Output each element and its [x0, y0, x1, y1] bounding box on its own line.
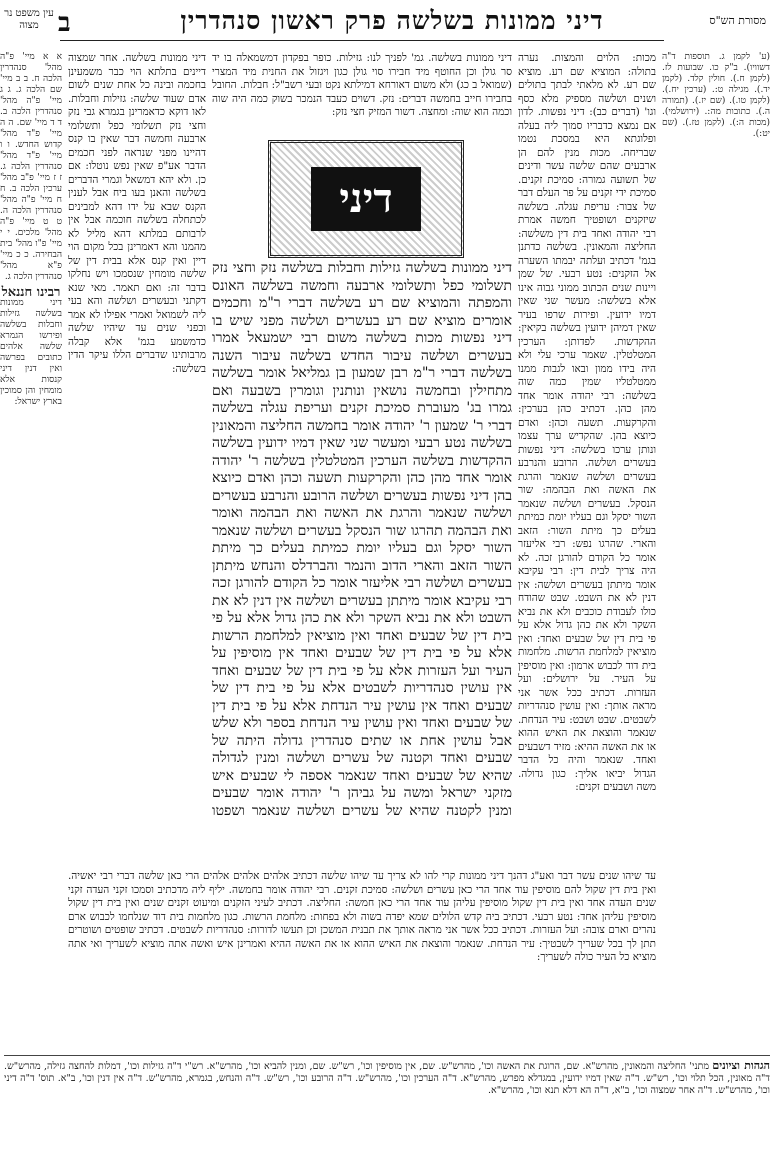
rashi-text: מכות: הלוים והמצות. נערה בתולה: המוציא שם רע. מוציא שם רע. לא מלאתי לבתך בתולים ושנים ושלשה מספיק מלא כסף וגו' (דברים כב): דיני נפשות. לדון אם נמצא כדבריו סמוך ליה בעלה ופלוגתא היא במסכת נטמו שבריחה. מכות מנין להם הן ארבעים שהם שלשה עשר ודינים של תשועה גמורה: סמיכת זקנים. סמיכת ידי זקנים על פר העלם דבר של צבור: עריפת עגלה. בשלשה שיזקנים ושופטיך חמשה אמרת רבי יהודה ואחד בית דין משלשה: החליצה והמאונין. בשלשה כדתנן בגמ' דכתיב ועלתה יבמתו השערה אל הזקנים: נטע רבעי. של שמן ויינות שנים הכתוב ממוני גבוה אינו אלא בשלשה: מעשר שני שאין דמיו ידועין. ופירות שרפו בעיר שאין דמיהן ידועין בשלשה בקיאין: ההקדשות. לפדותן: הערכין המטלטלין. שאמר ערכי עלי ולא היה בידו ממון ובאו לגבות ממנו ממטלטליו שמין כמה שוה בשלשה: רבי יהודה אומר אחד מהן כהן. דכתיב כהן בערכין: והקרקעות. תשעה וכהן: ואדם כיוצא בהן. שהקדיש ערך עצמו ונותן ערכו בשלשה: דיני נפשות בעשרים ושלשה. הרובע והנרבע בעשרים ושלשה שנאמר והרגת את האשה ואת הבהמה: שור הנסקל. בעשרים ושלשה שנאמר השור יסקל וגם בעליו יומת כמיתת בעלים כך מיתת השור: הזאב והארי. שהרגו נפש: רבי אליעזר אומר כל הקודם להורגן זכה. לא היה צריך לבית דין: רבי עקיבא אומר מיתתן בעשרים ושלשה: אין דנין לא את השבט. שבט שהודח כולו לעבודת כוכבים ולא את נביא השקר ולא את כהן גדול אלא על פי בית דין של שבעים ואחד: ואין מוציאין למלחמת הרשות. מלחמות בית דוד לכבוש ארמון: ואין מוסיפין על העיר. על ירושלים: ועל העזרות. דכתיב ככל אשר אני מראה אותך: ואין עושין סנהדריות לשבטים. שבט ושבט: עיר הנדחת. שנאמר והוצאת את האיש ההוא או את האשה ההיא: מזיד דשבעים ואחד. שנאמר והיה כל הדבר הגדול יביאו אליך: כגון גדולה. משה ושבעים זקנים:: [518, 52, 656, 793]
haggahot-footer: [4, 1055, 770, 1155]
header-rule: [60, 40, 664, 41]
bottom-commentary-text: עד שיהו שנים עשר דבר ואע"ג דהנך דיני ממונות קרי להו לא צריך עד שיהו שלשה דכתיב אלהים אלהים אלהים הרי כאן שלשה דברי רבי יאשיה. ואין בית דין שקול להם מוסיפין עוד אחד הרי כאן עשרים ושלשה: סמיכת זקנים. רבי יהודה אומר בחמשה. יליף ליה מדכתיב וסמכו זקני העדה זקני שנים העדה אחד ואין בית דין שקול מוסיפין עליהן עוד אחד הרי כאן חמשה: החליצה. דכתיב לעיני הזקנים ומיעוט זקנים שנים ואין בית דין שקול מוסיפין עליהן אחד: נטע רבעי. דכתיב ביה קדש הלולים שמא יפדה בשוה ולא בפחות: מלחמת הרשות. כגון מלחמות בית דוד שנלחמו לכבוש ארם נהרים וארם צובה: ועל העזרות. דכתיב ככל אשר אני מראה אותך את תבנית המשכן וכן תעשו לדורות: סנהדריות לשבטים. דכתיב שופטים ושוטרים תתן לך בכל שעריך לשבטיך: עיר הנדחת. שנאמר והוצאת את האיש ההוא או את האשה ההיא ואמרינן איש ואשה אתה מוציא לשעריך ואי אתה מוציא כל העיר כולה לשעריך:: [68, 870, 656, 963]
ein-mishpat-label: עין משפט נר מצוה: [4, 8, 54, 31]
page-title: דיני ממונות בשלשה פרק ראשון סנהדרין: [180, 6, 604, 35]
margin-left-text: א א מיי' פ"ה מהל' סנהדרין הלכה ח. ב ב מיי' שם הלכה ג. ג ג מיי' פ"ה מהל' סנהדרין הלכה ב. ד ד מיי' שם. ה ה מיי' פ"ד מהל' קדוש החדש. ו ו מיי' פ"ד מהל' סנהדרין הלכה ג. ז ז מיי' פ"ב מהל' ערכין הלכה ב. ח ח מיי' פ"ה מהל' סנהדרין הלכה ה. ט ט מיי' פ"ה מהל' מלכים. י י מיי' פ"ו מהל' בית הבחירה. כ כ מיי' פ"א מהל' סנהדרין הלכה ג.: [0, 52, 62, 282]
footer-text: מתני' החליצה והמאונין, מהרש"א. שם, הרוגת את האשה וכו', מהרש"ש. שם, אין מוסיפין וכו', רש"ש. שם, ומנין להביא וכו', מהרש"א. רש"י ד"ה גזילות וכו', דמלות להחצה גזילה, מהרש"ש. ד"ה מאונין, הכל תלוי וכו', רש"ש. ד"ה שאין דמיו ידועין, במגדלא מפרש, מהרש"א. ד"ה הערכין וכו', מהרש"ש. ד"ה הרובע וכו', רש"ש. ד"ה והנחש, בגמרא, מהרש"ש. ד"ה אין דנין וכו', ב"א. תוס' ד"ה דיני וכו', מהרש"ש. ד"ה אחר שמצוה וכו', ב"א, ד"ה הא דלא תנא וכו', מהרש"א.: [4, 1061, 770, 1096]
opening-word: דיני: [311, 167, 421, 231]
footer-label: הגהות וציונים: [712, 1059, 771, 1072]
page-header: [0, 6, 774, 40]
gemara-text: דיני ממונות בשלשה גזילות וחבלות בשלשה נזק וחצי נזק תשלומי כפל ותשלומי ארבעה וחמשה בשלשה האונס והמפתה והמוציא שם רע בשלשה דברי ר"מ וחכמים אומרים מוציא שם רע בעשרים ושלשה מפני שיש בו דיני נפשות מכות בשלשה משום רבי ישמעאל אמרו בעשרים ושלשה עיבור החדש בשלשה עיבור השנה בשלשה דברי ר"מ רבן שמעון בן גמליאל אומר בשלשה מתחילין ובחמשה נושאין ונותנין וגומרין בשבעה ואם גמרו בג' מעוברת סמיכת זקנים ועריפת עגלה בשלשה דברי ר' שמעון ר' יהודה אומר בחמשה החליצה והמאונין בשלשה נטע רבעי ומעשר שני שאין דמיו ידועין בשלשה ההקדשות בשלשה הערכין המטלטלין בשלשה ר' יהודה אומר אחד מהן כהן והקרקעות תשעה וכהן ואדם כיוצא בהן דיני נפשות בעשרים ושלשה הרובע והנרבע בעשרים ושלשה שנאמר והרגת את האשה ואת הבהמה ואומר ואת הבהמה תהרגו שור הנסקל בעשרים ושלשה שנאמר השור יסקל וגם בעליו יומת כמיתת בעלים כך מיתת השור הזאב והארי הדוב והנמר והברדלס והנחש מיתתן בעשרים ושלשה רבי אליעזר אומר כל הקודם להורגן זכה רבי עקיבא אומר מיתתן בעשרים ושלשה אין דנין לא את השבט ולא את נביא השקר ולא את כהן גדול אלא על פי בית דין של שבעים ואחד ואין מוציאין למלחמת הרשות אלא על פי בית דין של שבעים ואחד אין מוסיפין על העיר ועל העזרות אלא על פי בית דין של שבעים ואחד אין עושין סנהדריות לשבטים אלא על פי בית דין של שבעים ואחד אין עושין עיר הנדחת אלא על פי בית דין של שבעים ואחד ואין עושין עיר הנדחת בספר ולא שלש אבל עושין אחת או שתים סנהדרין גדולה היתה של שבעים ואחד וקטנה של עשרים ושלשה ומנין לגדולה שהיא של שבעים ואחד שנאמר אספה לי שבעים איש מזקני ישראל ומשה על גביהן ר' יהודה אומר שבעים ומנין לקטנה שהיא של עשרים ושלשה שנאמר ושפטו: [212, 260, 512, 819]
bottom-commentary: [68, 870, 656, 1050]
folio-number: ב: [58, 8, 71, 38]
margin-right-text: (ע' לקמן ג. תוספות ד"ה דשוויו). ב"ק כו. שבועות לז. (לקמן ח.). חולין קלד. (לקמן יד.). מגילה ט:. (ערכין יח.). (לקמן טו.). (שם יז.). (תמורה ה.). כתובות מה:. (ירושלמי). (מכות ה:). (לקמן טז.). (שם יט:).: [662, 52, 770, 139]
mishnah-gemara-column: [212, 260, 512, 820]
rabbeinu-chananel-title: רבינו חננאל: [1, 285, 61, 300]
ein-mishpat-margin: [0, 52, 62, 1042]
rabbeinu-chananel-text: דיני ממונות בשלשה גזילות וחבלות בשלשה ופירשו הגמרא שלשה אלהים כתובים בפרשה ואין דנין דיני קנסות אלא מומחין והן סמוכין בארץ ישראל:: [0, 298, 62, 407]
masoret-margin: [662, 52, 770, 1042]
gemara-top-text: דיני ממונות בשלשה. גמ' לפניך לנו: גזילות. כופר בפקדון דמשמאלה בו יד סר גולן וכן החוטף מיד חבירו סוי גולן כגון ויגזול את החנית מיד המצרי (שמואל ב כג) ולא משום דאורחא דמילתא נקט ובעי רשב"ל: חבלות. החובל בחבירו חייב בחמשה דברים: נזק. דשוים כעבד הנמכר בשוק כמה היה שוה וכמה הוא שוה: ומחצה. דשור המזיק חצי נזק:: [212, 52, 512, 118]
masoret-hashas-label: מסורת הש"ס: [709, 14, 766, 27]
ornamental-frame: [268, 140, 464, 258]
gemara-top-block: [212, 52, 512, 140]
tosafot-column: [68, 52, 206, 867]
tosafot-text: דיני ממונות בשלשה. אחר שמצוה דיינים בתלתא הוי כבר משמעינן בחכמה ובינה כל אחת שנים לשום אדם שעוד שלשה: גזילות וחבלות. לאו דוקא כדאמרינן בגמרא גבי נזק וחצי נזק תשלומי כפל ותשלומי ארבעה וחמשה דבר שאין בו קנס דהיינו מפני שנראה לפני חכמים הדבר אע"פ שאין נפש נוטלו: אם כן. ולא יהא דמשאל וגמרי הדברים בשלשה והאנן בעו ביח אבל לענין הקנס שבא על ידו דהא למבינים לכתחלה בשלשה חוכמה אבל אין לרבותם במלתא דהא מליל לא מהמנו והא דאמרינן בכל מקום הוי דיין ואין קנס אלא בבית דין של שלשה מומחין שנסמכו ויש נחלקו בדבר זה: ואם תאמר. מאי שנא דקתני ובעשרים ושלשה והא בעי ליה לשמואל ואמרי אפילו לא אמר ובפני שנים עד שיהיו שלשה כדמשמע בגמ' אלא קבלה מרבותינו שדברים הללו עיקר הדין בשלשה:: [68, 52, 206, 375]
rashi-column: [518, 52, 656, 867]
